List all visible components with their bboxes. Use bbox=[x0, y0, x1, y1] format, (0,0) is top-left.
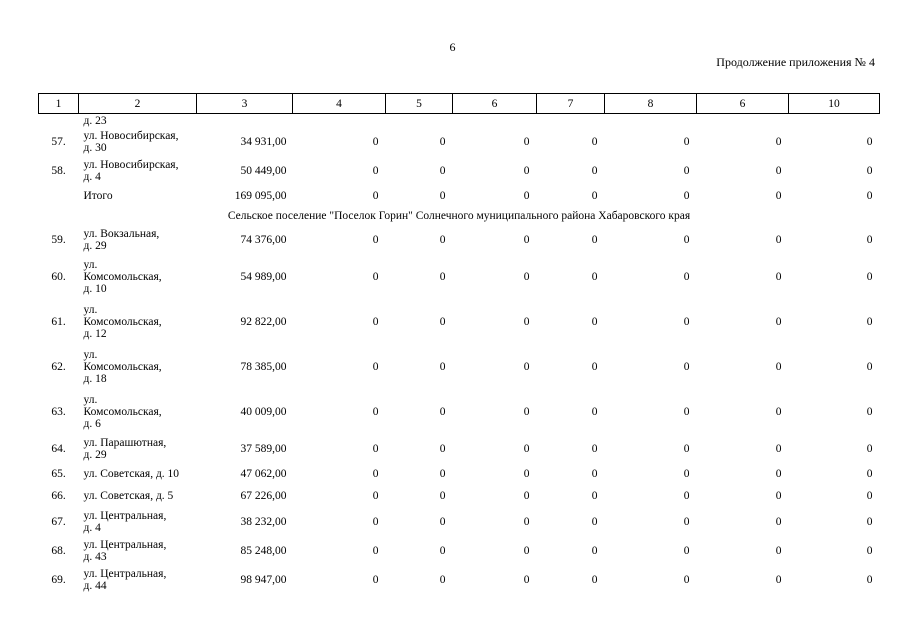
address-line: д. 44 bbox=[83, 579, 107, 592]
row-number: 58. bbox=[51, 164, 66, 177]
value-cell: 0 bbox=[683, 190, 690, 202]
table-row bbox=[39, 225, 880, 254]
address-line: ул. Новосибирская, bbox=[83, 158, 179, 171]
address-line: д. 10 bbox=[83, 282, 107, 295]
value-cell: 0 bbox=[523, 515, 530, 528]
value-cell: 0 bbox=[523, 490, 530, 502]
column-header: 8 bbox=[605, 94, 697, 114]
value-cell: 0 bbox=[866, 233, 873, 246]
value-cell: 0 bbox=[372, 315, 379, 328]
address-line: д. 12 bbox=[83, 327, 107, 340]
table-row bbox=[39, 463, 880, 485]
value-cell: 0 bbox=[775, 405, 782, 418]
column-header: 5 bbox=[386, 94, 453, 114]
data-table bbox=[38, 93, 880, 594]
table-row bbox=[39, 536, 880, 565]
address-line: д. 43 bbox=[83, 550, 107, 563]
value-cell: 0 bbox=[523, 164, 530, 177]
value-cell: 0 bbox=[439, 573, 446, 586]
address-cell bbox=[79, 485, 197, 507]
value-cell: 0 bbox=[523, 468, 530, 480]
subtotal-amount: 169 095,00 bbox=[234, 190, 287, 202]
value-cell: 0 bbox=[372, 468, 379, 480]
column-header: 6 bbox=[697, 94, 789, 114]
amount-cell: 92 822,00 bbox=[240, 315, 287, 328]
amount-cell: 50 449,00 bbox=[240, 164, 287, 177]
address-line: ул. Советская, д. 10 bbox=[83, 468, 180, 480]
value-cell: 0 bbox=[683, 490, 690, 502]
address-line: ул. Центральная, bbox=[83, 509, 167, 522]
value-cell: 0 bbox=[439, 544, 446, 557]
section-title: Сельское поселение "Поселок Горин" Солнечного муниципального района Хабаровского края bbox=[227, 210, 691, 222]
address-line: д. 18 bbox=[83, 372, 107, 385]
value-cell: 0 bbox=[683, 573, 690, 586]
amount-cell: 38 232,00 bbox=[240, 515, 287, 528]
value-cell: 0 bbox=[439, 315, 446, 328]
value-cell: 0 bbox=[591, 270, 598, 283]
address-cell bbox=[79, 507, 197, 536]
value-cell: 0 bbox=[775, 490, 782, 502]
row-number: 65. bbox=[51, 468, 66, 480]
value-cell: 0 bbox=[439, 135, 446, 148]
address-cell bbox=[79, 344, 197, 389]
address-line: ул. Советская, д. 5 bbox=[83, 490, 174, 502]
appendix-subtitle: Продолжение приложения № 4 bbox=[716, 55, 875, 69]
value-cell: 0 bbox=[775, 135, 782, 148]
value-cell: 0 bbox=[372, 233, 379, 246]
value-cell: 0 bbox=[683, 270, 690, 283]
value-cell: 0 bbox=[683, 405, 690, 418]
value-cell: 0 bbox=[775, 515, 782, 528]
value-cell: 0 bbox=[372, 270, 379, 283]
value-cell: 0 bbox=[523, 442, 530, 455]
value-cell: 0 bbox=[866, 490, 873, 502]
value-cell: 0 bbox=[775, 315, 782, 328]
value-cell: 0 bbox=[683, 164, 690, 177]
value-cell: 0 bbox=[372, 442, 379, 455]
address-line: ул. Центральная, bbox=[83, 538, 167, 551]
address-line: д. 4 bbox=[83, 521, 101, 534]
address-line: ул. Вокзальная, bbox=[83, 227, 160, 240]
value-cell: 0 bbox=[591, 544, 598, 557]
value-cell: 0 bbox=[523, 573, 530, 586]
value-cell: 0 bbox=[591, 190, 598, 202]
table-row bbox=[39, 299, 880, 344]
header-row bbox=[39, 94, 880, 114]
value-cell: 0 bbox=[866, 135, 873, 148]
address-line: ул. bbox=[83, 393, 98, 406]
value-cell: 0 bbox=[439, 233, 446, 246]
column-header: 6 bbox=[453, 94, 537, 114]
value-cell: 0 bbox=[591, 135, 598, 148]
column-header: 2 bbox=[79, 94, 197, 114]
value-cell: 0 bbox=[775, 544, 782, 557]
continuation-row bbox=[39, 114, 880, 128]
address-line: Комсомольская, bbox=[83, 360, 162, 373]
address-line: ул. bbox=[83, 258, 98, 271]
value-cell: 0 bbox=[683, 135, 690, 148]
value-cell: 0 bbox=[439, 270, 446, 283]
value-cell: 0 bbox=[775, 190, 782, 202]
subtotal-row bbox=[39, 185, 880, 207]
row-number: 57. bbox=[51, 135, 66, 148]
value-cell: 0 bbox=[591, 233, 598, 246]
value-cell: 0 bbox=[439, 442, 446, 455]
value-cell: 0 bbox=[775, 468, 782, 480]
table-row bbox=[39, 434, 880, 463]
value-cell: 0 bbox=[683, 315, 690, 328]
value-cell: 0 bbox=[372, 515, 379, 528]
amount-cell: 74 376,00 bbox=[240, 233, 287, 246]
address-cell bbox=[79, 434, 197, 463]
value-cell: 0 bbox=[372, 573, 379, 586]
address-cell bbox=[79, 565, 197, 594]
value-cell: 0 bbox=[775, 233, 782, 246]
amount-cell: 85 248,00 bbox=[240, 544, 287, 557]
value-cell: 0 bbox=[591, 468, 598, 480]
address-line: ул. Новосибирская, bbox=[83, 129, 179, 142]
address-line: Комсомольская, bbox=[83, 405, 162, 418]
address-line: Комсомольская, bbox=[83, 270, 162, 283]
table-row bbox=[39, 389, 880, 434]
value-cell: 0 bbox=[372, 490, 379, 502]
value-cell: 0 bbox=[439, 360, 446, 373]
row-number: 64. bbox=[51, 442, 66, 455]
value-cell: 0 bbox=[523, 190, 530, 202]
address-line: ул. Парашютная, bbox=[83, 436, 167, 449]
amount-cell: 98 947,00 bbox=[240, 573, 287, 586]
address-cell bbox=[79, 156, 197, 185]
value-cell: 0 bbox=[683, 515, 690, 528]
address-continuation: д. 23 bbox=[83, 114, 107, 127]
column-header: 10 bbox=[789, 94, 880, 114]
value-cell: 0 bbox=[591, 360, 598, 373]
address-line: ул. Центральная, bbox=[83, 567, 167, 580]
table-row bbox=[39, 344, 880, 389]
value-cell: 0 bbox=[775, 164, 782, 177]
address-cell bbox=[79, 225, 197, 254]
row-number: 69. bbox=[51, 573, 66, 586]
value-cell: 0 bbox=[866, 315, 873, 328]
value-cell: 0 bbox=[523, 315, 530, 328]
value-cell: 0 bbox=[683, 544, 690, 557]
value-cell: 0 bbox=[523, 233, 530, 246]
value-cell: 0 bbox=[439, 190, 446, 202]
value-cell: 0 bbox=[775, 360, 782, 373]
address-line: д. 6 bbox=[83, 417, 101, 430]
row-number: 62. bbox=[51, 360, 66, 373]
address-line: д. 29 bbox=[83, 239, 107, 252]
value-cell: 0 bbox=[591, 164, 598, 177]
value-cell: 0 bbox=[372, 405, 379, 418]
value-cell: 0 bbox=[866, 515, 873, 528]
column-header: 3 bbox=[197, 94, 293, 114]
value-cell: 0 bbox=[866, 360, 873, 373]
value-cell: 0 bbox=[439, 490, 446, 502]
table-row bbox=[39, 507, 880, 536]
table-row bbox=[39, 156, 880, 185]
value-cell: 0 bbox=[591, 515, 598, 528]
value-cell: 0 bbox=[523, 270, 530, 283]
amount-cell: 54 989,00 bbox=[240, 270, 287, 283]
value-cell: 0 bbox=[372, 190, 379, 202]
table-row bbox=[39, 127, 880, 156]
column-header: 7 bbox=[537, 94, 605, 114]
value-cell: 0 bbox=[866, 573, 873, 586]
amount-cell: 67 226,00 bbox=[240, 490, 287, 502]
address-cell bbox=[79, 463, 197, 485]
row-number: 59. bbox=[51, 233, 66, 246]
value-cell: 0 bbox=[866, 405, 873, 418]
column-header: 1 bbox=[39, 94, 79, 114]
table-row bbox=[39, 485, 880, 507]
value-cell: 0 bbox=[866, 190, 873, 202]
value-cell: 0 bbox=[591, 315, 598, 328]
address-cell bbox=[79, 536, 197, 565]
value-cell: 0 bbox=[372, 135, 379, 148]
address-cell bbox=[79, 254, 197, 299]
amount-cell: 47 062,00 bbox=[240, 468, 287, 480]
value-cell: 0 bbox=[523, 135, 530, 148]
value-cell: 0 bbox=[439, 515, 446, 528]
column-header: 4 bbox=[293, 94, 386, 114]
address-line: ул. bbox=[83, 348, 98, 361]
row-number: 61. bbox=[51, 315, 66, 328]
amount-cell: 37 589,00 bbox=[240, 442, 287, 455]
value-cell: 0 bbox=[523, 360, 530, 373]
section-row bbox=[39, 207, 880, 225]
value-cell: 0 bbox=[591, 490, 598, 502]
row-number: 63. bbox=[51, 405, 66, 418]
value-cell: 0 bbox=[866, 468, 873, 480]
address-line: ул. bbox=[83, 303, 98, 316]
value-cell: 0 bbox=[439, 468, 446, 480]
subtotal-label: Итого bbox=[83, 190, 113, 202]
amount-cell: 78 385,00 bbox=[240, 360, 287, 373]
address-cell bbox=[79, 299, 197, 344]
value-cell: 0 bbox=[591, 442, 598, 455]
amount-cell: 40 009,00 bbox=[240, 405, 287, 418]
value-cell: 0 bbox=[866, 270, 873, 283]
address-line: д. 30 bbox=[83, 141, 107, 154]
value-cell: 0 bbox=[683, 442, 690, 455]
value-cell: 0 bbox=[372, 164, 379, 177]
value-cell: 0 bbox=[775, 442, 782, 455]
value-cell: 0 bbox=[775, 573, 782, 586]
table-row bbox=[39, 254, 880, 299]
address-cell bbox=[79, 127, 197, 156]
value-cell: 0 bbox=[439, 164, 446, 177]
value-cell: 0 bbox=[372, 360, 379, 373]
address-line: д. 4 bbox=[83, 170, 101, 183]
address-line: д. 29 bbox=[83, 448, 107, 461]
value-cell: 0 bbox=[439, 405, 446, 418]
page-number: 6 bbox=[449, 40, 456, 54]
row-number: 66. bbox=[51, 490, 66, 502]
value-cell: 0 bbox=[591, 405, 598, 418]
address-cell bbox=[79, 389, 197, 434]
value-cell: 0 bbox=[775, 270, 782, 283]
value-cell: 0 bbox=[866, 164, 873, 177]
value-cell: 0 bbox=[866, 544, 873, 557]
value-cell: 0 bbox=[523, 544, 530, 557]
value-cell: 0 bbox=[683, 360, 690, 373]
value-cell: 0 bbox=[683, 233, 690, 246]
value-cell: 0 bbox=[866, 442, 873, 455]
row-number: 67. bbox=[51, 515, 66, 528]
value-cell: 0 bbox=[523, 405, 530, 418]
table-row bbox=[39, 565, 880, 594]
value-cell: 0 bbox=[372, 544, 379, 557]
amount-cell: 34 931,00 bbox=[240, 135, 287, 148]
value-cell: 0 bbox=[591, 573, 598, 586]
row-number: 68. bbox=[51, 544, 66, 557]
value-cell: 0 bbox=[683, 468, 690, 480]
address-line: Комсомольская, bbox=[83, 315, 162, 328]
row-number: 60. bbox=[51, 270, 66, 283]
